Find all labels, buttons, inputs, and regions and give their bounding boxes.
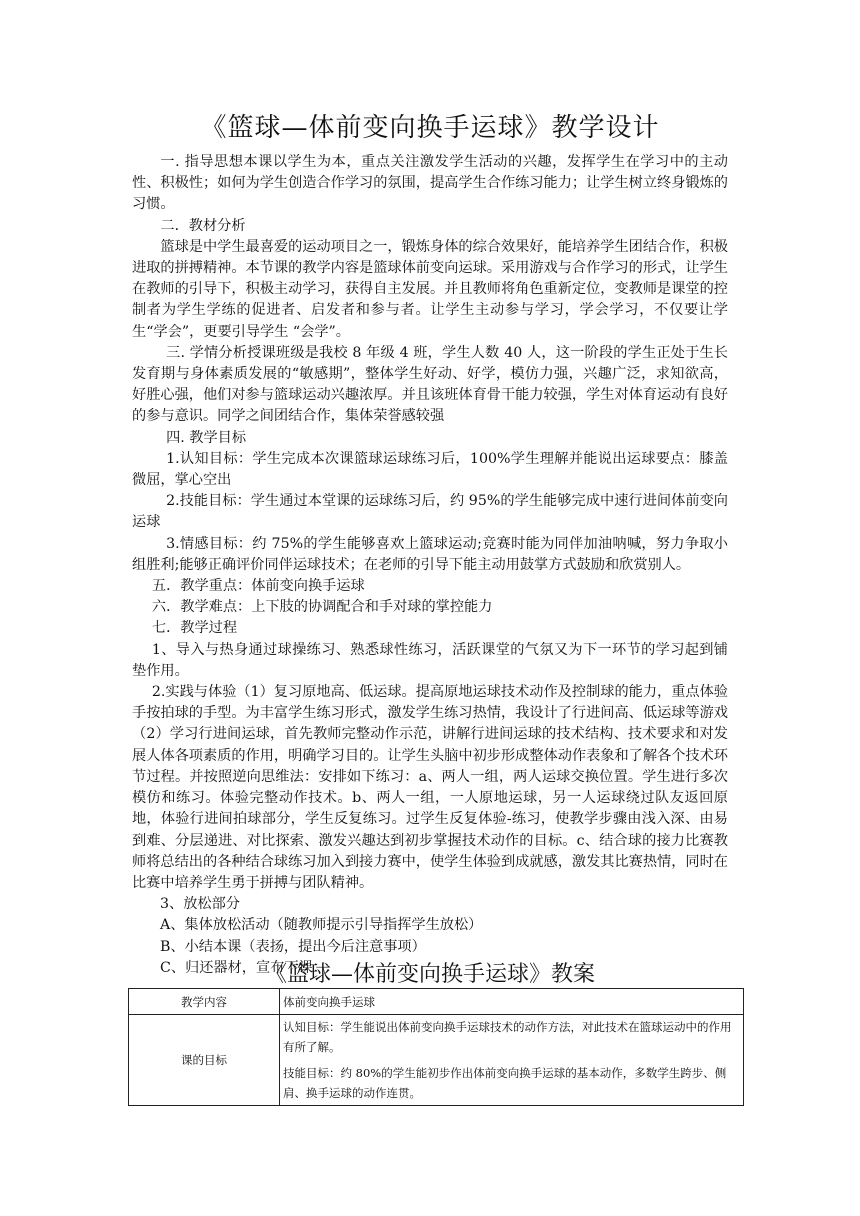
process-step-2: 2.实践与体验（1）复习原地高、低运球。提高原地运球技术动作及控制球的能力，重点体验手按拍球的手型。为丰富学生练习形式，激发学生练习热情，我设计了行进间高、低运球等游戏（2）学习行进间运球，首先教师完整动作示范，讲解行进间运球的技术结构、技术要求和对发展人体各项素质的作用，明确学习目的。让学生头脑中初步形成整体动作表象和了解各个技术环节过程。并按照逆向思维法：安排如下练习：a、两人一组，两人运球交换位置。学生进行多次模仿和练习。体验完整动作技术。b、两人一组，一人原地运球，另一人运球绕过队友返回原地，体验行进间拍球部分，学生反复练习。过学生反复体验-练习，使教学步骤由浅入深、由易到难、分层递进、对比探索、激发兴趣达到初步掌握技术动作的目标。c、结合球的接力比赛教师将总结出的各种结合球练习加入到接力赛中，使学生体验到成就感，激发其比赛热情，同时在比赛中培养学生勇于拼搏与团队精神。 <box>132 684 728 891</box>
table-row <box>129 1015 744 1106</box>
paragraph-material-analysis: 篮球是中学生最喜爱的运动项目之一，锻炼身体的综合效果好，能培养学生团结合作，积极进取的拼搏精神。本节课的教学内容是篮球体前变向运球。采用游戏与合作学习的形式，让学生在教师的引导下，积极主动学习，获得自主发展。并且教师将角色重新定位，变教师是课堂的控制者为学生学练的促进者、启发者和参与者。让学生主动参与学习，学会学习，不仅要让学生“学会”，更要引导学生 “会学”。 <box>132 238 728 340</box>
process-step-3: 3、放松部分 <box>160 896 240 913</box>
goal-emotional: 3.情感目标：约 75%的学生能够喜欢上篮球运动;竞赛时能为同伴加油呐喊，努力争取小组胜利;能够正确评价同伴运球技术；在老师的引导下能主动用鼓掌方式鼓励和欣赏别人。 <box>132 535 728 573</box>
lesson-plan-table <box>128 988 744 1106</box>
document-title: 《篮球—体前变向换手运球》教学设计 <box>200 113 660 143</box>
heading-teaching-goals: 四. 教学目标 <box>166 429 247 446</box>
heading-material-analysis: 二．教材分析 <box>160 217 246 234</box>
cooldown-item-b: B、小结本课（表扬，提出今后注意事项） <box>160 938 426 955</box>
row-value-content: 体前变向换手运球 <box>280 989 744 1015</box>
process-step-1: 1、导入与热身通过球操练习、熟悉球性练习，活跃课堂的气氛又为下一环节的学习起到铺垫作用。 <box>132 641 728 679</box>
table-row <box>129 989 744 1015</box>
lesson-plan-title: 《篮球—体前变向换手运球》教案 <box>264 962 595 987</box>
goal-cognitive: 1.认知目标：学生完成本次课篮球运球练习后，100%学生理解并能说出运球要点：膝盖微屈，掌心空出 <box>132 450 728 489</box>
document-body <box>132 152 728 979</box>
objective-cognitive: 认知目标：学生能说出体前变向换手运球技术的动作方法，对此技术在篮球运动中的作用有所了解。 <box>283 1020 732 1054</box>
heading-difficulty: 六．教学难点：上下肢的协调配合和手对球的掌控能力 <box>151 599 493 616</box>
heading-process: 七．教学过程 <box>151 620 238 637</box>
goal-skill: 2.技能目标：学生通过本堂课的运球练习后，约 95%的学生能够完成中速行进间体前变向运球 <box>132 493 728 531</box>
paragraph-student-analysis: 三. 学情分析授课班级是我校 8 年级 4 班，学生人数 40 人，这一阶段的学生正处于生长发育期与身体素质发展的“敏感期”，整体学生好动、好学，模仿力强，兴趣广泛，求知欲高，好胜心强，他们对参与篮球运动兴趣浓厚。并且该班体育骨干能力较强，学生对体育运动有良好的参与意识。同学之间团结合作，集体荣誉感较强 <box>132 344 728 425</box>
cooldown-item-c: C、归还器材，宣布下课 <box>160 959 313 976</box>
objective-skill: 技能目标：约 80%的学生能初步作出体前变向换手运球的基本动作，多数学生跨步、侧肩、换手运球的动作连贯。 <box>283 1066 727 1100</box>
row-label-objectives: 课的目标 <box>129 1015 280 1106</box>
heading-key-point: 五．教学重点：体前变向换手运球 <box>151 578 365 595</box>
paragraph-guiding-ideology: 一. 指导思想本课以学生为本，重点关注激发学生活动的兴趣，发挥学生在学习中的主动性、积极性；如何为学生创造合作学习的氛围，提高学生合作练习能力；让学生树立终身锻炼的习惯。 <box>132 154 728 213</box>
cooldown-item-a: A、集体放松活动（随教师提示引导指挥学生放松） <box>160 917 483 934</box>
row-value-objectives <box>280 1015 744 1106</box>
row-label-content: 教学内容 <box>129 989 280 1015</box>
